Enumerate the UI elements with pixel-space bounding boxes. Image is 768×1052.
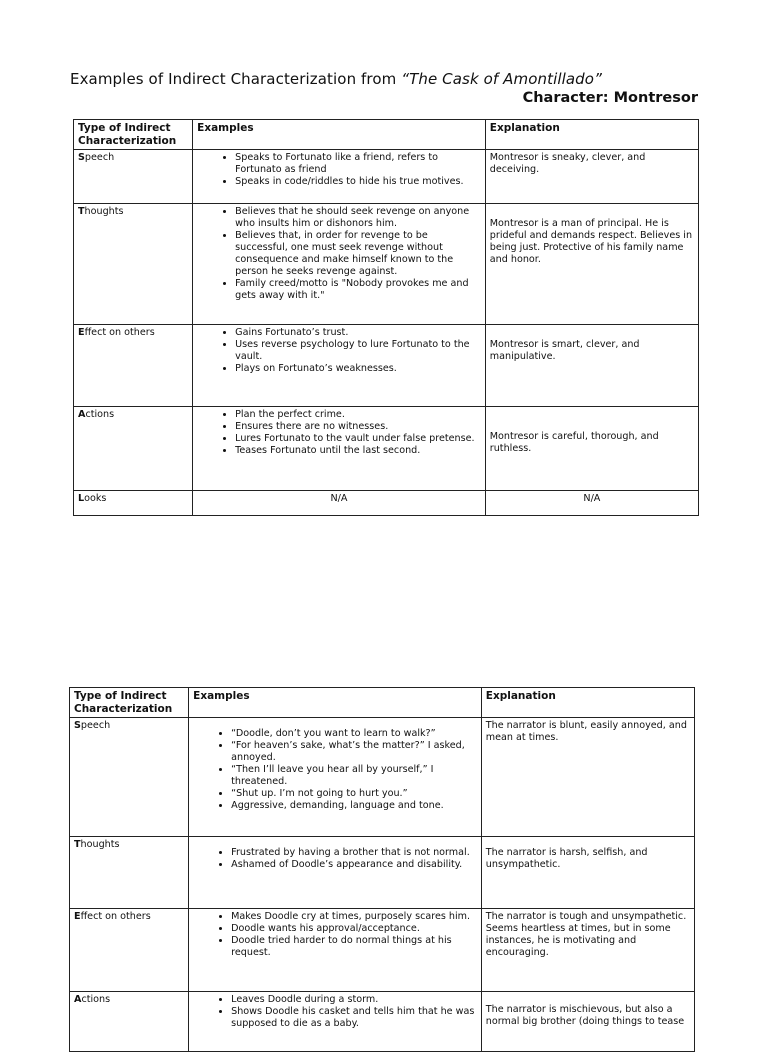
list-item: • “Shut up. I’m not going to hurt you.” bbox=[231, 788, 477, 800]
list-item: • Shows Doodle his casket and tells him that he was supposed to die as a baby. bbox=[231, 1006, 477, 1030]
trait-thoughts: Thoughts bbox=[74, 204, 193, 325]
table-row bbox=[70, 992, 695, 1052]
header-examples: Examples bbox=[189, 688, 482, 718]
examples-cell bbox=[189, 909, 482, 992]
examples-cell bbox=[189, 837, 482, 909]
list-item: • Doodle tried harder to do normal things at his request. bbox=[231, 935, 477, 959]
examples-cell bbox=[189, 992, 482, 1052]
explanation-cell: Montresor is smart, clever, and manipulative. bbox=[485, 325, 698, 407]
characterization-table-montresor bbox=[73, 119, 699, 516]
trait-looks: Looks bbox=[74, 491, 193, 516]
list-item: • Speaks in code/riddles to hide his true motives. bbox=[235, 176, 481, 188]
header-type: Type of Indirect Characterization bbox=[70, 688, 189, 718]
table-row bbox=[74, 491, 699, 516]
table-header-row bbox=[74, 120, 699, 150]
explanation-cell: N/A bbox=[485, 491, 698, 516]
header-explanation: Explanation bbox=[481, 688, 694, 718]
list-item: • Lures Fortunato to the vault under false pretense. bbox=[235, 433, 481, 445]
title-work: “The Cask of Amontillado” bbox=[401, 70, 602, 88]
list-item: • Believes that, in order for revenge to be successful, one must seek revenge without consequence and make himself known to the person he seeks revenge against. bbox=[235, 230, 481, 278]
examples-cell bbox=[193, 204, 486, 325]
table-row bbox=[74, 150, 699, 204]
trait-actions: Actions bbox=[70, 992, 189, 1052]
trait-thoughts: Thoughts bbox=[70, 837, 189, 909]
title-prefix: Examples of Indirect Characterization from bbox=[70, 70, 402, 88]
examples-cell bbox=[193, 407, 486, 491]
list-item: • Plan the perfect crime. bbox=[235, 409, 481, 421]
character-heading: Character: Montresor bbox=[522, 90, 698, 106]
trait-effect-on-others: Effect on others bbox=[70, 909, 189, 992]
examples-cell bbox=[193, 150, 486, 204]
list-item: • Frustrated by having a brother that is not normal. bbox=[231, 847, 477, 859]
list-item: • “Then I’ll leave you hear all by yourself,” I threatened. bbox=[231, 764, 477, 788]
trait-effect-on-others: Effect on others bbox=[74, 325, 193, 407]
list-item: • Makes Doodle cry at times, purposely scares him. bbox=[231, 911, 477, 923]
list-item: • Speaks to Fortunato like a friend, refers to Fortunato as friend bbox=[235, 152, 481, 176]
list-item: • Aggressive, demanding, language and tone. bbox=[231, 800, 477, 812]
list-item: • Teases Fortunato until the last second. bbox=[235, 445, 481, 457]
header-explanation: Explanation bbox=[485, 120, 698, 150]
table-row bbox=[70, 909, 695, 992]
list-item: • Ashamed of Doodle’s appearance and disability. bbox=[231, 859, 477, 871]
explanation-cell: Montresor is careful, thorough, and ruthless. bbox=[485, 407, 698, 491]
table-row bbox=[70, 718, 695, 837]
explanation-cell: The narrator is blunt, easily annoyed, and mean at times. bbox=[481, 718, 694, 837]
table-row bbox=[70, 837, 695, 909]
list-item: • Family creed/motto is "Nobody provokes me and gets away with it." bbox=[235, 278, 481, 302]
explanation-cell: The narrator is mischievous, but also a normal big brother (doing things to tease bbox=[481, 992, 694, 1052]
examples-cell bbox=[193, 325, 486, 407]
table-row bbox=[74, 407, 699, 491]
list-item: • “Doodle, don’t you want to learn to walk?” bbox=[231, 728, 477, 740]
table-row bbox=[74, 325, 699, 407]
list-item: • Believes that he should seek revenge on anyone who insults him or dishonors him. bbox=[235, 206, 481, 230]
list-item: • Ensures there are no witnesses. bbox=[235, 421, 481, 433]
list-item: • Uses reverse psychology to lure Fortunato to the vault. bbox=[235, 339, 481, 363]
list-item: • Doodle wants his approval/acceptance. bbox=[231, 923, 477, 935]
explanation-cell: The narrator is tough and unsympathetic. Seems heartless at times, but in some instances, he is motivating and encouraging. bbox=[481, 909, 694, 992]
list-item: • Plays on Fortunato’s weaknesses. bbox=[235, 363, 481, 375]
trait-speech: Speech bbox=[74, 150, 193, 204]
examples-cell: N/A bbox=[193, 491, 486, 516]
examples-cell bbox=[189, 718, 482, 837]
list-item: • Leaves Doodle during a storm. bbox=[231, 994, 477, 1006]
list-item: • Gains Fortunato’s trust. bbox=[235, 327, 481, 339]
list-item: • “For heaven’s sake, what’s the matter?” I asked, annoyed. bbox=[231, 740, 477, 764]
table-row bbox=[74, 204, 699, 325]
explanation-cell: Montresor is a man of principal. He is prideful and demands respect. Believes in being just. Protective of his family name and honor. bbox=[485, 204, 698, 325]
explanation-cell: The narrator is harsh, selfish, and unsympathetic. bbox=[481, 837, 694, 909]
explanation-cell: Montresor is sneaky, clever, and deceiving. bbox=[485, 150, 698, 204]
trait-actions: Actions bbox=[74, 407, 193, 491]
trait-speech: Speech bbox=[70, 718, 189, 837]
header-examples: Examples bbox=[193, 120, 486, 150]
table-header-row bbox=[70, 688, 695, 718]
document-title bbox=[70, 70, 602, 88]
header-type: Type of Indirect Characterization bbox=[74, 120, 193, 150]
characterization-table-narrator bbox=[69, 687, 695, 1052]
